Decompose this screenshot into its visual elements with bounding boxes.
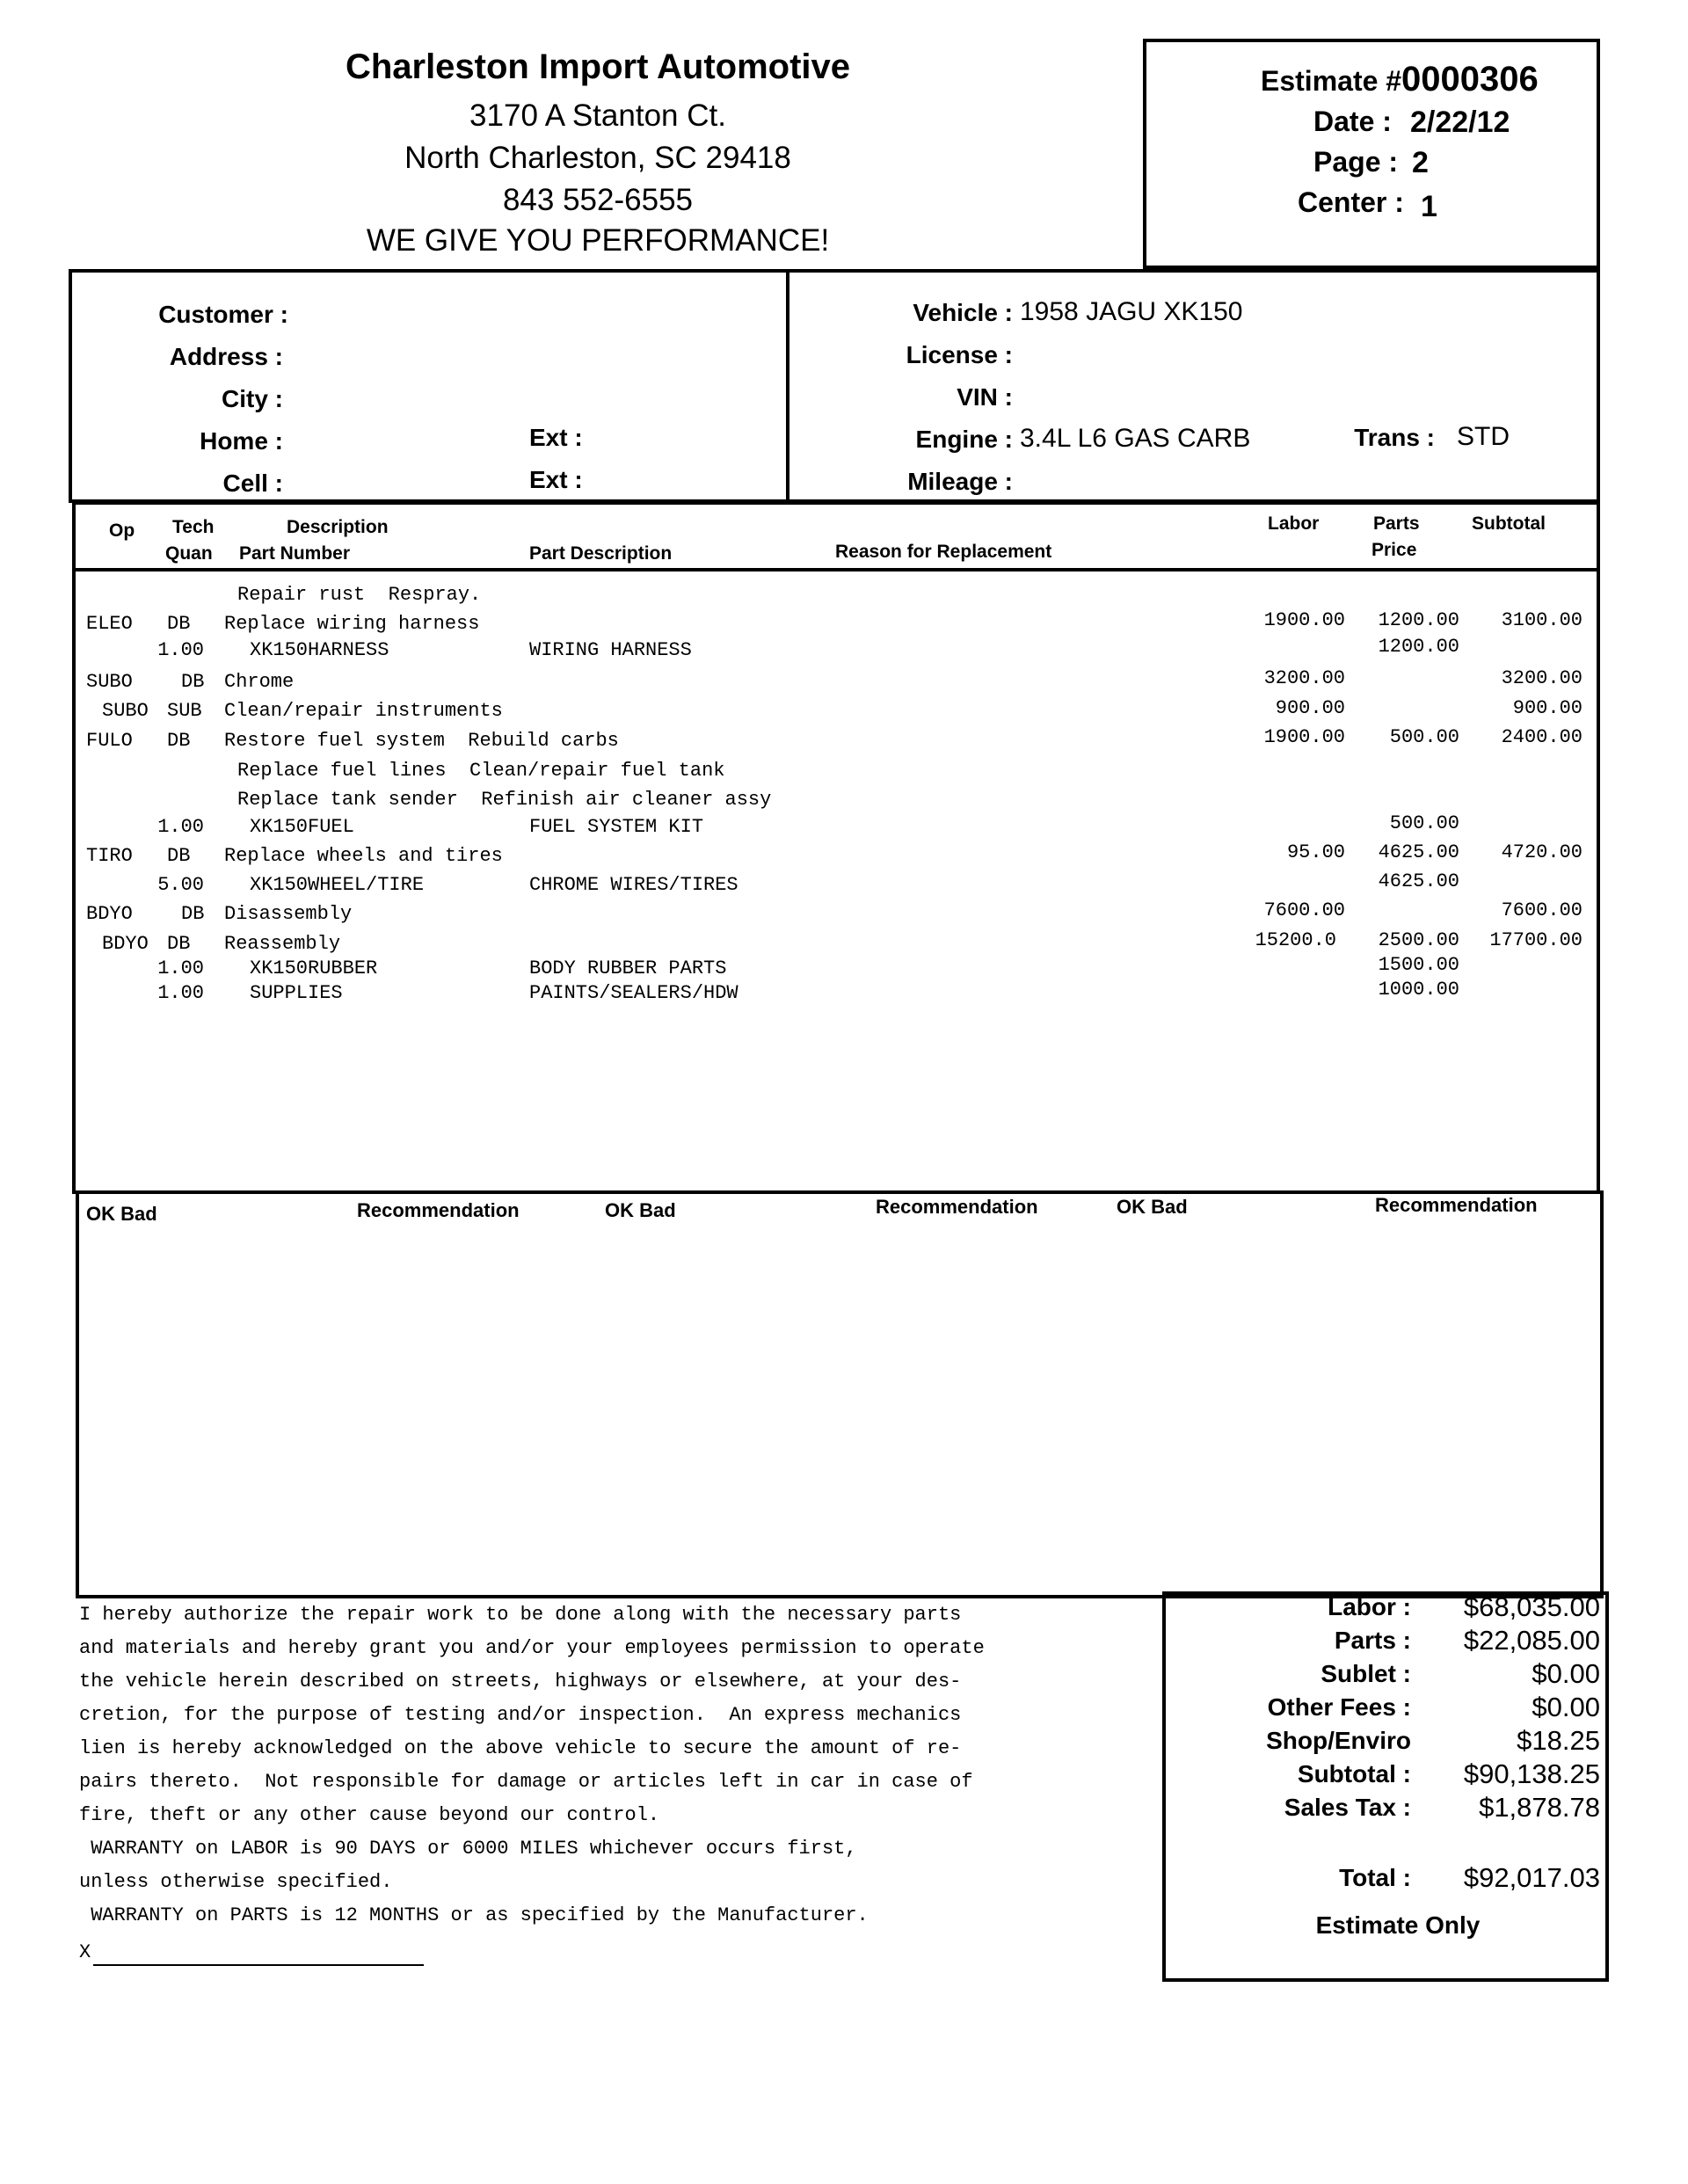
col-labor: Labor bbox=[1268, 513, 1320, 534]
line-tech: DB bbox=[181, 903, 205, 925]
line-op: TIRO bbox=[86, 845, 133, 867]
col-quan: Quan bbox=[165, 543, 213, 564]
estimate-number: 0000306 bbox=[1401, 60, 1539, 98]
line-part-number: XK150WHEEL/TIRE bbox=[250, 874, 425, 896]
total-label-other-fees: Other Fees : bbox=[1267, 1693, 1411, 1721]
line-desc: Replace fuel lines Clean/repair fuel tank bbox=[237, 760, 725, 782]
col-description: Description bbox=[287, 517, 389, 537]
line-price: 4625.00 bbox=[1378, 870, 1459, 892]
total-value-labor: $68,035.00 bbox=[1463, 1591, 1600, 1622]
terms-line: lien is hereby acknowledged on the above vehicle to secure the amount of re- bbox=[79, 1737, 962, 1759]
line-labor: 95.00 bbox=[1286, 841, 1345, 863]
customer-vehicle-divider bbox=[786, 273, 789, 499]
date-label: Date : bbox=[1313, 106, 1392, 137]
line-tech: DB bbox=[167, 845, 191, 867]
total-value-sublet: $0.00 bbox=[1532, 1658, 1600, 1689]
line-labor: 1900.00 bbox=[1263, 726, 1345, 748]
line-desc: Restore fuel system Rebuild carbs bbox=[224, 730, 619, 752]
home-ext-label: Ext : bbox=[529, 424, 583, 451]
line-part-description: BODY RUBBER PARTS bbox=[529, 957, 727, 979]
estimate-only-note: Estimate Only bbox=[1315, 1911, 1481, 1939]
line-subtotal: 4720.00 bbox=[1501, 841, 1582, 863]
line-desc: Clean/repair instruments bbox=[224, 700, 503, 722]
center-label: Center : bbox=[1298, 186, 1404, 218]
customer-label: Customer : bbox=[158, 301, 288, 328]
line-price: 1200.00 bbox=[1378, 636, 1459, 658]
line-part-number: SUPPLIES bbox=[250, 982, 343, 1004]
terms-line: and materials and hereby grant you and/or your employees permission to operate bbox=[79, 1637, 985, 1659]
line-subtotal: 17700.00 bbox=[1489, 929, 1582, 951]
engine-value: 3.4L L6 GAS CARB bbox=[1020, 424, 1251, 453]
terms-line: the vehicle herein described on streets, highways or elsewhere, at your des- bbox=[79, 1671, 962, 1693]
col-part-description: Part Description bbox=[529, 543, 673, 564]
terms-line: I hereby authorize the repair work to be done along with the necessary parts bbox=[79, 1604, 962, 1626]
line-tech: DB bbox=[167, 730, 191, 752]
vehicle-value: 1958 JAGU XK150 bbox=[1020, 297, 1243, 326]
line-quan: 1.00 bbox=[157, 957, 204, 979]
line-tech: SUB bbox=[167, 700, 202, 722]
inspection-recommendation: Recommendation bbox=[876, 1196, 1038, 1218]
line-price: 500.00 bbox=[1389, 812, 1459, 834]
line-subtotal: 3100.00 bbox=[1501, 609, 1582, 631]
line-subtotal: 7600.00 bbox=[1501, 899, 1582, 921]
col-parts: Parts bbox=[1373, 513, 1420, 534]
line-desc: Replace wiring harness bbox=[224, 613, 480, 635]
total-value-subtotal: $90,138.25 bbox=[1463, 1758, 1600, 1789]
page-number: 2 bbox=[1412, 146, 1429, 179]
col-reason: Reason for Replacement bbox=[835, 542, 1052, 562]
inspection-recommendation: Recommendation bbox=[1375, 1194, 1538, 1216]
total-label-labor: Labor : bbox=[1328, 1593, 1411, 1620]
line-op: SUBO bbox=[86, 671, 133, 693]
total-label-sales-tax: Sales Tax : bbox=[1284, 1794, 1411, 1821]
home-phone-label: Home : bbox=[200, 427, 283, 455]
company-phone: 843 552-6555 bbox=[502, 183, 694, 217]
line-part-number: XK150HARNESS bbox=[250, 639, 389, 661]
terms-line: WARRANTY on PARTS is 12 MONTHS or as specified by the Manufacturer. bbox=[79, 1904, 869, 1926]
line-tech: DB bbox=[167, 613, 191, 635]
authorization-terms bbox=[79, 1598, 1152, 1933]
line-op: BDYO bbox=[102, 933, 149, 955]
line-part-description: CHROME WIRES/TIRES bbox=[529, 874, 738, 896]
trans-value: STD bbox=[1457, 422, 1510, 451]
line-quan: 5.00 bbox=[157, 874, 204, 896]
line-parts: 500.00 bbox=[1389, 726, 1459, 748]
total-label-sublet: Sublet : bbox=[1321, 1660, 1411, 1687]
line-part-number: XK150RUBBER bbox=[250, 957, 378, 979]
line-subtotal: 2400.00 bbox=[1501, 726, 1582, 748]
terms-line: WARRANTY on LABOR is 90 DAYS or 6000 MILES whichever occurs first, bbox=[79, 1838, 857, 1860]
line-parts: 1200.00 bbox=[1378, 609, 1459, 631]
line-desc: Replace tank sender Refinish air cleaner assy bbox=[237, 789, 772, 811]
cell-ext-label: Ext : bbox=[529, 466, 583, 493]
line-labor: 3200.00 bbox=[1263, 667, 1345, 689]
line-price: 1000.00 bbox=[1378, 979, 1459, 1001]
line-op: FULO bbox=[86, 730, 133, 752]
terms-line: unless otherwise specified. bbox=[79, 1871, 393, 1893]
estimate-date: 2/22/12 bbox=[1410, 106, 1510, 139]
trans-label: Trans : bbox=[1354, 424, 1435, 451]
total-value-parts: $22,085.00 bbox=[1463, 1625, 1600, 1656]
company-street: 3170 A Stanton Ct. bbox=[469, 98, 726, 133]
line-op: SUBO bbox=[102, 700, 149, 722]
terms-line: pairs thereto. Not responsible for damage or articles left in car in case of bbox=[79, 1771, 973, 1793]
total-value-other-fees: $0.00 bbox=[1532, 1692, 1600, 1722]
line-tech: DB bbox=[167, 933, 191, 955]
line-quan: 1.00 bbox=[157, 816, 204, 838]
company-slogan: WE GIVE YOU PERFORMANCE! bbox=[366, 223, 830, 258]
col-subtotal: Subtotal bbox=[1472, 513, 1546, 534]
mileage-label: Mileage : bbox=[907, 468, 1013, 495]
company-name: Charleston Import Automotive bbox=[345, 47, 851, 86]
inspection-ok-bad: OK Bad bbox=[605, 1199, 676, 1221]
line-labor: 7600.00 bbox=[1263, 899, 1345, 921]
signature-mark: X bbox=[79, 1941, 91, 1963]
city-label: City : bbox=[222, 385, 283, 412]
total-label-shop-enviro: Shop/Enviro bbox=[1266, 1727, 1411, 1754]
vehicle-label: Vehicle : bbox=[913, 299, 1013, 326]
line-labor: 1900.00 bbox=[1263, 609, 1345, 631]
signature-line[interactable] bbox=[93, 1964, 424, 1966]
col-price: Price bbox=[1372, 540, 1417, 560]
address-label: Address : bbox=[169, 343, 283, 370]
company-city-state: North Charleston, SC 29418 bbox=[404, 141, 791, 175]
line-part-number: XK150FUEL bbox=[250, 816, 354, 838]
vin-label: VIN : bbox=[957, 383, 1013, 411]
terms-line: fire, theft or any other cause beyond our control. bbox=[79, 1804, 660, 1826]
line-parts: 2500.00 bbox=[1378, 929, 1459, 951]
line-parts: 4625.00 bbox=[1378, 841, 1459, 863]
line-subtotal: 900.00 bbox=[1512, 697, 1582, 719]
inspection-box bbox=[76, 1190, 1604, 1598]
estimate-number-label: Estimate # bbox=[1261, 65, 1402, 97]
line-price: 1500.00 bbox=[1378, 954, 1459, 976]
line-desc: Replace wheels and tires bbox=[224, 845, 503, 867]
license-label: License : bbox=[906, 341, 1013, 368]
line-part-description: PAINTS/SEALERS/HDW bbox=[529, 982, 738, 1004]
total-value-sales-tax: $1,878.78 bbox=[1479, 1792, 1600, 1823]
line-op: ELEO bbox=[86, 613, 133, 635]
col-tech: Tech bbox=[172, 517, 215, 537]
col-part-number: Part Number bbox=[239, 543, 351, 564]
total-value-shop-enviro: $18.25 bbox=[1517, 1725, 1600, 1756]
total-label-parts: Parts : bbox=[1334, 1627, 1411, 1654]
total-label-subtotal: Subtotal : bbox=[1297, 1760, 1411, 1787]
inspection-ok-bad: OK Bad bbox=[86, 1203, 157, 1225]
line-labor: 900.00 bbox=[1275, 697, 1345, 719]
line-desc: Disassembly bbox=[224, 903, 353, 925]
col-op: Op bbox=[109, 521, 135, 541]
grand-total-value: $92,017.03 bbox=[1463, 1862, 1600, 1893]
line-op: BDYO bbox=[86, 903, 133, 925]
engine-label: Engine : bbox=[915, 426, 1013, 453]
customer-vehicle-box bbox=[69, 269, 1600, 503]
center-number: 1 bbox=[1421, 190, 1437, 223]
grand-total-label: Total : bbox=[1339, 1864, 1411, 1891]
inspection-recommendation: Recommendation bbox=[357, 1199, 520, 1221]
page-label: Page : bbox=[1313, 146, 1399, 178]
cell-phone-label: Cell : bbox=[222, 470, 283, 497]
line-quan: 1.00 bbox=[157, 982, 204, 1004]
line-part-description: FUEL SYSTEM KIT bbox=[529, 816, 704, 838]
line-part-description: WIRING HARNESS bbox=[529, 639, 692, 661]
line-desc: Reassembly bbox=[224, 933, 341, 955]
terms-line: cretion, for the purpose of testing and/or inspection. An express mechanics bbox=[79, 1704, 962, 1726]
header-rule bbox=[76, 568, 1597, 571]
line-quan: 1.00 bbox=[157, 639, 204, 661]
line-tech: DB bbox=[181, 671, 205, 693]
line-desc: Chrome bbox=[224, 671, 295, 693]
estimate-info-box bbox=[1143, 39, 1600, 269]
line-labor: 15200.0 bbox=[1255, 929, 1336, 951]
inspection-ok-bad: OK Bad bbox=[1117, 1196, 1188, 1218]
line-subtotal: 3200.00 bbox=[1501, 667, 1582, 689]
line-desc: Repair rust Respray. bbox=[237, 584, 482, 606]
